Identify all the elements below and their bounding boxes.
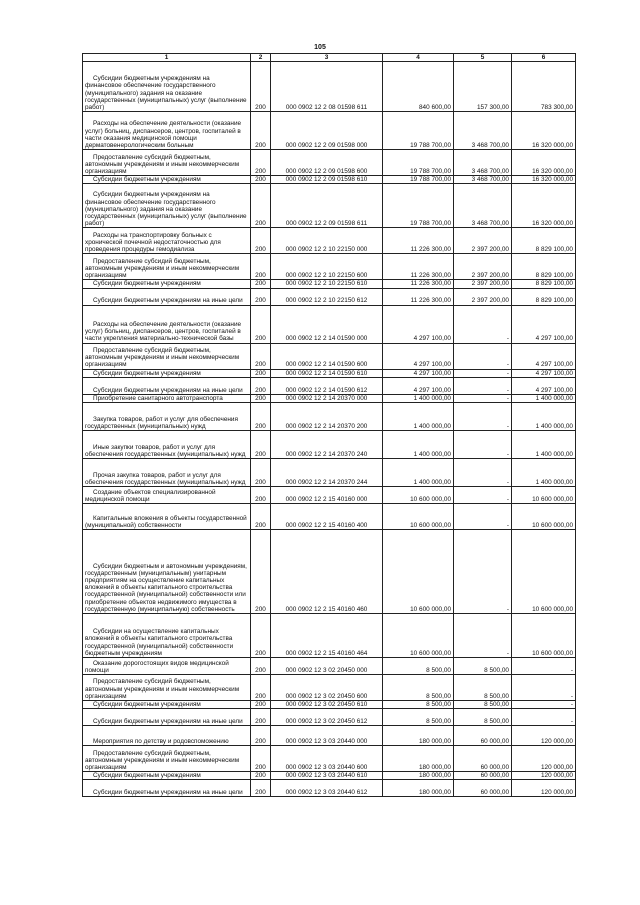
row-code-cell: 000 0902 12 2 14 20370 000 [271,394,383,402]
row-amount-b-cell: 8 829 100,00 [512,280,576,288]
row-code-cell: 000 0902 12 2 15 40160 460 [271,530,383,614]
row-amount-b-cell: 10 600 000,00 [512,614,576,658]
row-ministry-cell: 200 [251,530,271,614]
row-code-cell: 000 0902 12 3 03 20440 612 [271,780,383,797]
row-amount-a-cell: 157 300,00 [454,62,512,112]
row-amount-b-cell: 10 600 000,00 [512,504,576,530]
row-amount-b-cell: 16 320 000,00 [512,176,576,184]
row-ministry-cell: 200 [251,709,271,726]
row-amount-b-cell: - [512,709,576,726]
table-row [83,62,576,112]
row-amount-cell: 8 500,00 [383,658,454,675]
table-row [83,369,576,377]
row-ministry-cell: 200 [251,112,271,150]
row-name-cell: Закупка товаров, работ и услуг для обеспечения государственных (муниципальных) нужд [83,403,251,431]
row-ministry-cell: 200 [251,614,271,658]
row-name-cell: Субсидии бюджетным учреждениям на иные цели [83,709,251,726]
row-ministry-cell: 200 [251,394,271,402]
row-amount-a-cell: - [454,614,512,658]
budget-table [82,53,576,797]
row-ministry-cell: 200 [251,176,271,184]
row-amount-a-cell: 8 500,00 [454,658,512,675]
row-amount-cell: 4 297 100,00 [383,343,454,369]
row-amount-cell: 11 226 300,00 [383,280,454,288]
row-amount-cell: 10 600 000,00 [383,530,454,614]
table-row [83,403,576,431]
row-name-cell: Капитальные вложения в объекты государственной (муниципальной) собственности [83,504,251,530]
row-amount-a-cell: - [454,394,512,402]
row-code-cell: 000 0902 12 2 14 01590 610 [271,369,383,377]
row-amount-b-cell: 120 000,00 [512,780,576,797]
row-ministry-cell: 200 [251,403,271,431]
row-code-cell: 000 0902 12 2 08 01598 611 [271,62,383,112]
row-ministry-cell: 200 [251,746,271,772]
row-amount-b-cell: - [512,675,576,701]
column-header-2: 2 [251,54,271,62]
table-row [83,288,576,305]
table-row [83,431,576,459]
row-name-cell: Предоставление субсидий бюджетным, автономным учреждениям и иным некоммерческим организациям [83,254,251,280]
row-ministry-cell: 200 [251,228,271,254]
row-ministry-cell: 200 [251,343,271,369]
row-amount-cell: 10 600 000,00 [383,504,454,530]
row-code-cell: 000 0902 12 2 09 01598 000 [271,112,383,150]
row-amount-cell: 840 600,00 [383,62,454,112]
row-name-cell: Иные закупки товаров, работ и услуг для обеспечения государственных (муниципальных) нужд [83,431,251,459]
row-code-cell: 000 0902 12 2 14 01590 000 [271,305,383,343]
row-amount-cell: 19 788 700,00 [383,150,454,176]
table-row [83,254,576,280]
row-amount-cell: 8 500,00 [383,701,454,709]
table-row [83,150,576,176]
row-name-cell: Субсидии бюджетным учреждениям [83,176,251,184]
row-amount-cell: 4 297 100,00 [383,377,454,394]
row-amount-b-cell: 10 600 000,00 [512,530,576,614]
row-amount-cell: 11 226 300,00 [383,288,454,305]
row-code-cell: 000 0902 12 2 10 22150 000 [271,228,383,254]
row-name-cell: Расходы на транспортировку больных с хронической почечной недостаточностью для проведения процедуры гемодиализа [83,228,251,254]
row-name-cell: Субсидии бюджетным учреждениям [83,772,251,780]
row-amount-a-cell: 2 397 200,00 [454,288,512,305]
row-code-cell: 000 0902 12 2 15 40160 000 [271,487,383,504]
row-name-cell: Субсидии бюджетным учреждениям на финансовое обеспечение государственного (муниципального) задания на оказание государственных (муниципальных) услуг (выполнение работ) [83,184,251,228]
row-ministry-cell: 200 [251,377,271,394]
row-name-cell: Мероприятия по детству и родовспоможению [83,726,251,746]
row-amount-b-cell: 16 320 000,00 [512,184,576,228]
column-header-6: 6 [512,54,576,62]
row-amount-a-cell: - [454,369,512,377]
row-amount-cell: 11 226 300,00 [383,254,454,280]
row-amount-cell: 1 400 000,00 [383,431,454,459]
row-amount-cell: 10 600 000,00 [383,614,454,658]
row-name-cell: Субсидии на осуществление капитальных вложений в объекты капитального строительства государственной (муниципальной) собственности бюджетным учреждениям [83,614,251,658]
row-amount-cell: 8 500,00 [383,675,454,701]
row-amount-b-cell: 4 297 100,00 [512,305,576,343]
table-row [83,530,576,614]
row-code-cell: 000 0902 12 3 02 20450 610 [271,701,383,709]
row-amount-b-cell: 1 400 000,00 [512,431,576,459]
row-amount-a-cell: 3 468 700,00 [454,184,512,228]
table-row [83,746,576,772]
row-name-cell: Субсидии бюджетным учреждениям на иные цели [83,377,251,394]
row-code-cell: 000 0902 12 2 14 20370 244 [271,459,383,487]
row-ministry-cell: 200 [251,772,271,780]
row-code-cell: 000 0902 12 3 02 20450 000 [271,658,383,675]
row-amount-cell: 180 000,00 [383,780,454,797]
row-amount-a-cell: - [454,403,512,431]
row-amount-cell: 11 226 300,00 [383,228,454,254]
row-amount-a-cell: 60 000,00 [454,746,512,772]
row-code-cell: 000 0902 12 3 03 20440 610 [271,772,383,780]
row-ministry-cell: 200 [251,701,271,709]
row-amount-a-cell: - [454,377,512,394]
row-amount-cell: 1 400 000,00 [383,394,454,402]
row-amount-b-cell: 10 600 000,00 [512,487,576,504]
table-row [83,112,576,150]
row-amount-cell: 1 400 000,00 [383,459,454,487]
row-name-cell: Оказание дорогостоящих видов медицинской помощи [83,658,251,675]
table-row [83,176,576,184]
row-code-cell: 000 0902 12 2 14 01590 612 [271,377,383,394]
row-amount-cell: 180 000,00 [383,746,454,772]
row-amount-b-cell: 120 000,00 [512,726,576,746]
row-amount-b-cell: 120 000,00 [512,772,576,780]
row-amount-b-cell: 8 829 100,00 [512,254,576,280]
row-amount-b-cell: 1 400 000,00 [512,459,576,487]
table-body [83,62,576,797]
row-amount-b-cell: 4 297 100,00 [512,343,576,369]
row-amount-a-cell: - [454,305,512,343]
row-name-cell: Расходы на обеспечение деятельности (оказание услуг) больниц, диспансеров, центров, госпиталей в части оказания медицинской помощи дерматовенерологическим больным [83,112,251,150]
row-ministry-cell: 200 [251,780,271,797]
row-amount-b-cell: 16 320 000,00 [512,150,576,176]
row-amount-b-cell: 16 320 000,00 [512,112,576,150]
page-number: 105 [314,44,326,51]
row-name-cell: Приобретение санитарного автотранспорта [83,394,251,402]
row-amount-a-cell: - [454,530,512,614]
row-name-cell: Субсидии бюджетным учреждениям [83,701,251,709]
row-amount-a-cell: 60 000,00 [454,726,512,746]
row-amount-a-cell: - [454,487,512,504]
row-ministry-cell: 200 [251,62,271,112]
row-amount-cell: 180 000,00 [383,772,454,780]
row-ministry-cell: 200 [251,504,271,530]
table-row [83,487,576,504]
row-amount-b-cell: 1 400 000,00 [512,403,576,431]
table-row [83,184,576,228]
row-amount-b-cell: 8 829 100,00 [512,288,576,305]
row-amount-a-cell: - [454,431,512,459]
column-header-1: 1 [83,54,251,62]
table-row [83,701,576,709]
row-amount-a-cell: - [454,343,512,369]
row-name-cell: Субсидии бюджетным учреждениям [83,280,251,288]
row-ministry-cell: 200 [251,150,271,176]
row-code-cell: 000 0902 12 2 15 40160 464 [271,614,383,658]
column-header-row [83,54,576,62]
table-row [83,305,576,343]
row-amount-a-cell: 3 468 700,00 [454,150,512,176]
row-amount-b-cell: 1 400 000,00 [512,394,576,402]
row-amount-a-cell: - [454,459,512,487]
row-amount-a-cell: 3 468 700,00 [454,176,512,184]
row-amount-a-cell: 2 397 200,00 [454,254,512,280]
table-row [83,780,576,797]
table-row [83,280,576,288]
row-code-cell: 000 0902 12 3 02 20450 600 [271,675,383,701]
row-amount-cell: 19 788 700,00 [383,176,454,184]
row-amount-cell: 180 000,00 [383,726,454,746]
row-ministry-cell: 200 [251,254,271,280]
row-amount-a-cell: 60 000,00 [454,780,512,797]
row-amount-b-cell: 4 297 100,00 [512,369,576,377]
table-row [83,772,576,780]
row-ministry-cell: 200 [251,280,271,288]
row-amount-b-cell: - [512,658,576,675]
table-row [83,459,576,487]
row-name-cell: Субсидии бюджетным и автономным учреждениям, государственным (муниципальным) унитарным предприятиям на осуществление капитальных вложений в объекты капитального строительства государственной (муниципальной) собственности или приобретение объектов недвижимого имущества в государственную (муниципальную) собственность [83,530,251,614]
table-row [83,709,576,726]
row-amount-cell: 19 788 700,00 [383,184,454,228]
row-amount-b-cell: - [512,701,576,709]
row-name-cell: Субсидии бюджетным учреждениям [83,369,251,377]
row-amount-a-cell: 3 468 700,00 [454,112,512,150]
row-name-cell: Предоставление субсидий бюджетным, автономным учреждениям и иным некоммерческим организациям [83,675,251,701]
table-row [83,228,576,254]
row-name-cell: Субсидии бюджетным учреждениям на финансовое обеспечение государственного (муниципального) задания на оказание государственных (муниципальных) услуг (выполнение работ) [83,62,251,112]
row-amount-a-cell: 60 000,00 [454,772,512,780]
row-ministry-cell: 200 [251,487,271,504]
row-amount-b-cell: 120 000,00 [512,746,576,772]
row-name-cell: Расходы на обеспечение деятельности (оказание услуг) больниц, диспансеров, центров, госпиталей в части укрепления материально-технической базы [83,305,251,343]
row-amount-a-cell: 8 500,00 [454,709,512,726]
row-code-cell: 000 0902 12 2 14 20370 200 [271,403,383,431]
row-code-cell: 000 0902 12 2 15 40160 400 [271,504,383,530]
row-name-cell: Прочая закупка товаров, работ и услуг для обеспечения государственных (муниципальных) нужд [83,459,251,487]
table-row [83,675,576,701]
table-row [83,394,576,402]
row-amount-cell: 8 500,00 [383,709,454,726]
row-code-cell: 000 0902 12 2 09 01598 610 [271,176,383,184]
row-name-cell: Предоставление субсидий бюджетным, автономным учреждениям и иным некоммерческим организациям [83,746,251,772]
row-code-cell: 000 0902 12 2 10 22150 612 [271,288,383,305]
row-name-cell: Субсидии бюджетным учреждениям на иные цели [83,780,251,797]
row-code-cell: 000 0902 12 2 10 22150 610 [271,280,383,288]
row-name-cell: Предоставление субсидий бюджетным, автономным учреждениям и иным некоммерческим организациям [83,150,251,176]
row-amount-a-cell: 8 500,00 [454,701,512,709]
row-amount-a-cell: 2 397 200,00 [454,228,512,254]
row-code-cell: 000 0902 12 3 03 20440 000 [271,726,383,746]
row-code-cell: 000 0902 12 2 10 22150 600 [271,254,383,280]
table-row [83,614,576,658]
row-amount-cell: 1 400 000,00 [383,403,454,431]
column-header-4: 4 [383,54,454,62]
table-row [83,658,576,675]
row-ministry-cell: 200 [251,369,271,377]
row-ministry-cell: 200 [251,658,271,675]
row-amount-cell: 10 600 000,00 [383,487,454,504]
row-code-cell: 000 0902 12 2 09 01598 600 [271,150,383,176]
column-header-3: 3 [271,54,383,62]
row-name-cell: Субсидии бюджетным учреждениям на иные цели [83,288,251,305]
row-code-cell: 000 0902 12 2 14 01590 600 [271,343,383,369]
row-name-cell: Создание объектов специализированной медицинской помощи [83,487,251,504]
row-amount-cell: 19 788 700,00 [383,112,454,150]
column-header-5: 5 [454,54,512,62]
row-code-cell: 000 0902 12 3 02 20450 612 [271,709,383,726]
row-ministry-cell: 200 [251,459,271,487]
row-amount-a-cell: - [454,504,512,530]
row-ministry-cell: 200 [251,726,271,746]
row-amount-cell: 4 297 100,00 [383,305,454,343]
row-ministry-cell: 200 [251,431,271,459]
table-row [83,504,576,530]
row-code-cell: 000 0902 12 2 09 01598 611 [271,184,383,228]
row-ministry-cell: 200 [251,184,271,228]
row-amount-cell: 4 297 100,00 [383,369,454,377]
table-row [83,377,576,394]
row-code-cell: 000 0902 12 2 14 20370 240 [271,431,383,459]
row-amount-b-cell: 4 297 100,00 [512,377,576,394]
row-amount-a-cell: 8 500,00 [454,675,512,701]
row-amount-b-cell: 8 829 100,00 [512,228,576,254]
row-ministry-cell: 200 [251,675,271,701]
row-amount-a-cell: 2 397 200,00 [454,280,512,288]
row-code-cell: 000 0902 12 3 03 20440 600 [271,746,383,772]
row-ministry-cell: 200 [251,288,271,305]
row-ministry-cell: 200 [251,305,271,343]
row-amount-b-cell: 783 300,00 [512,62,576,112]
row-name-cell: Предоставление субсидий бюджетным, автономным учреждениям и иным некоммерческим организациям [83,343,251,369]
table-row [83,343,576,369]
table-row [83,726,576,746]
